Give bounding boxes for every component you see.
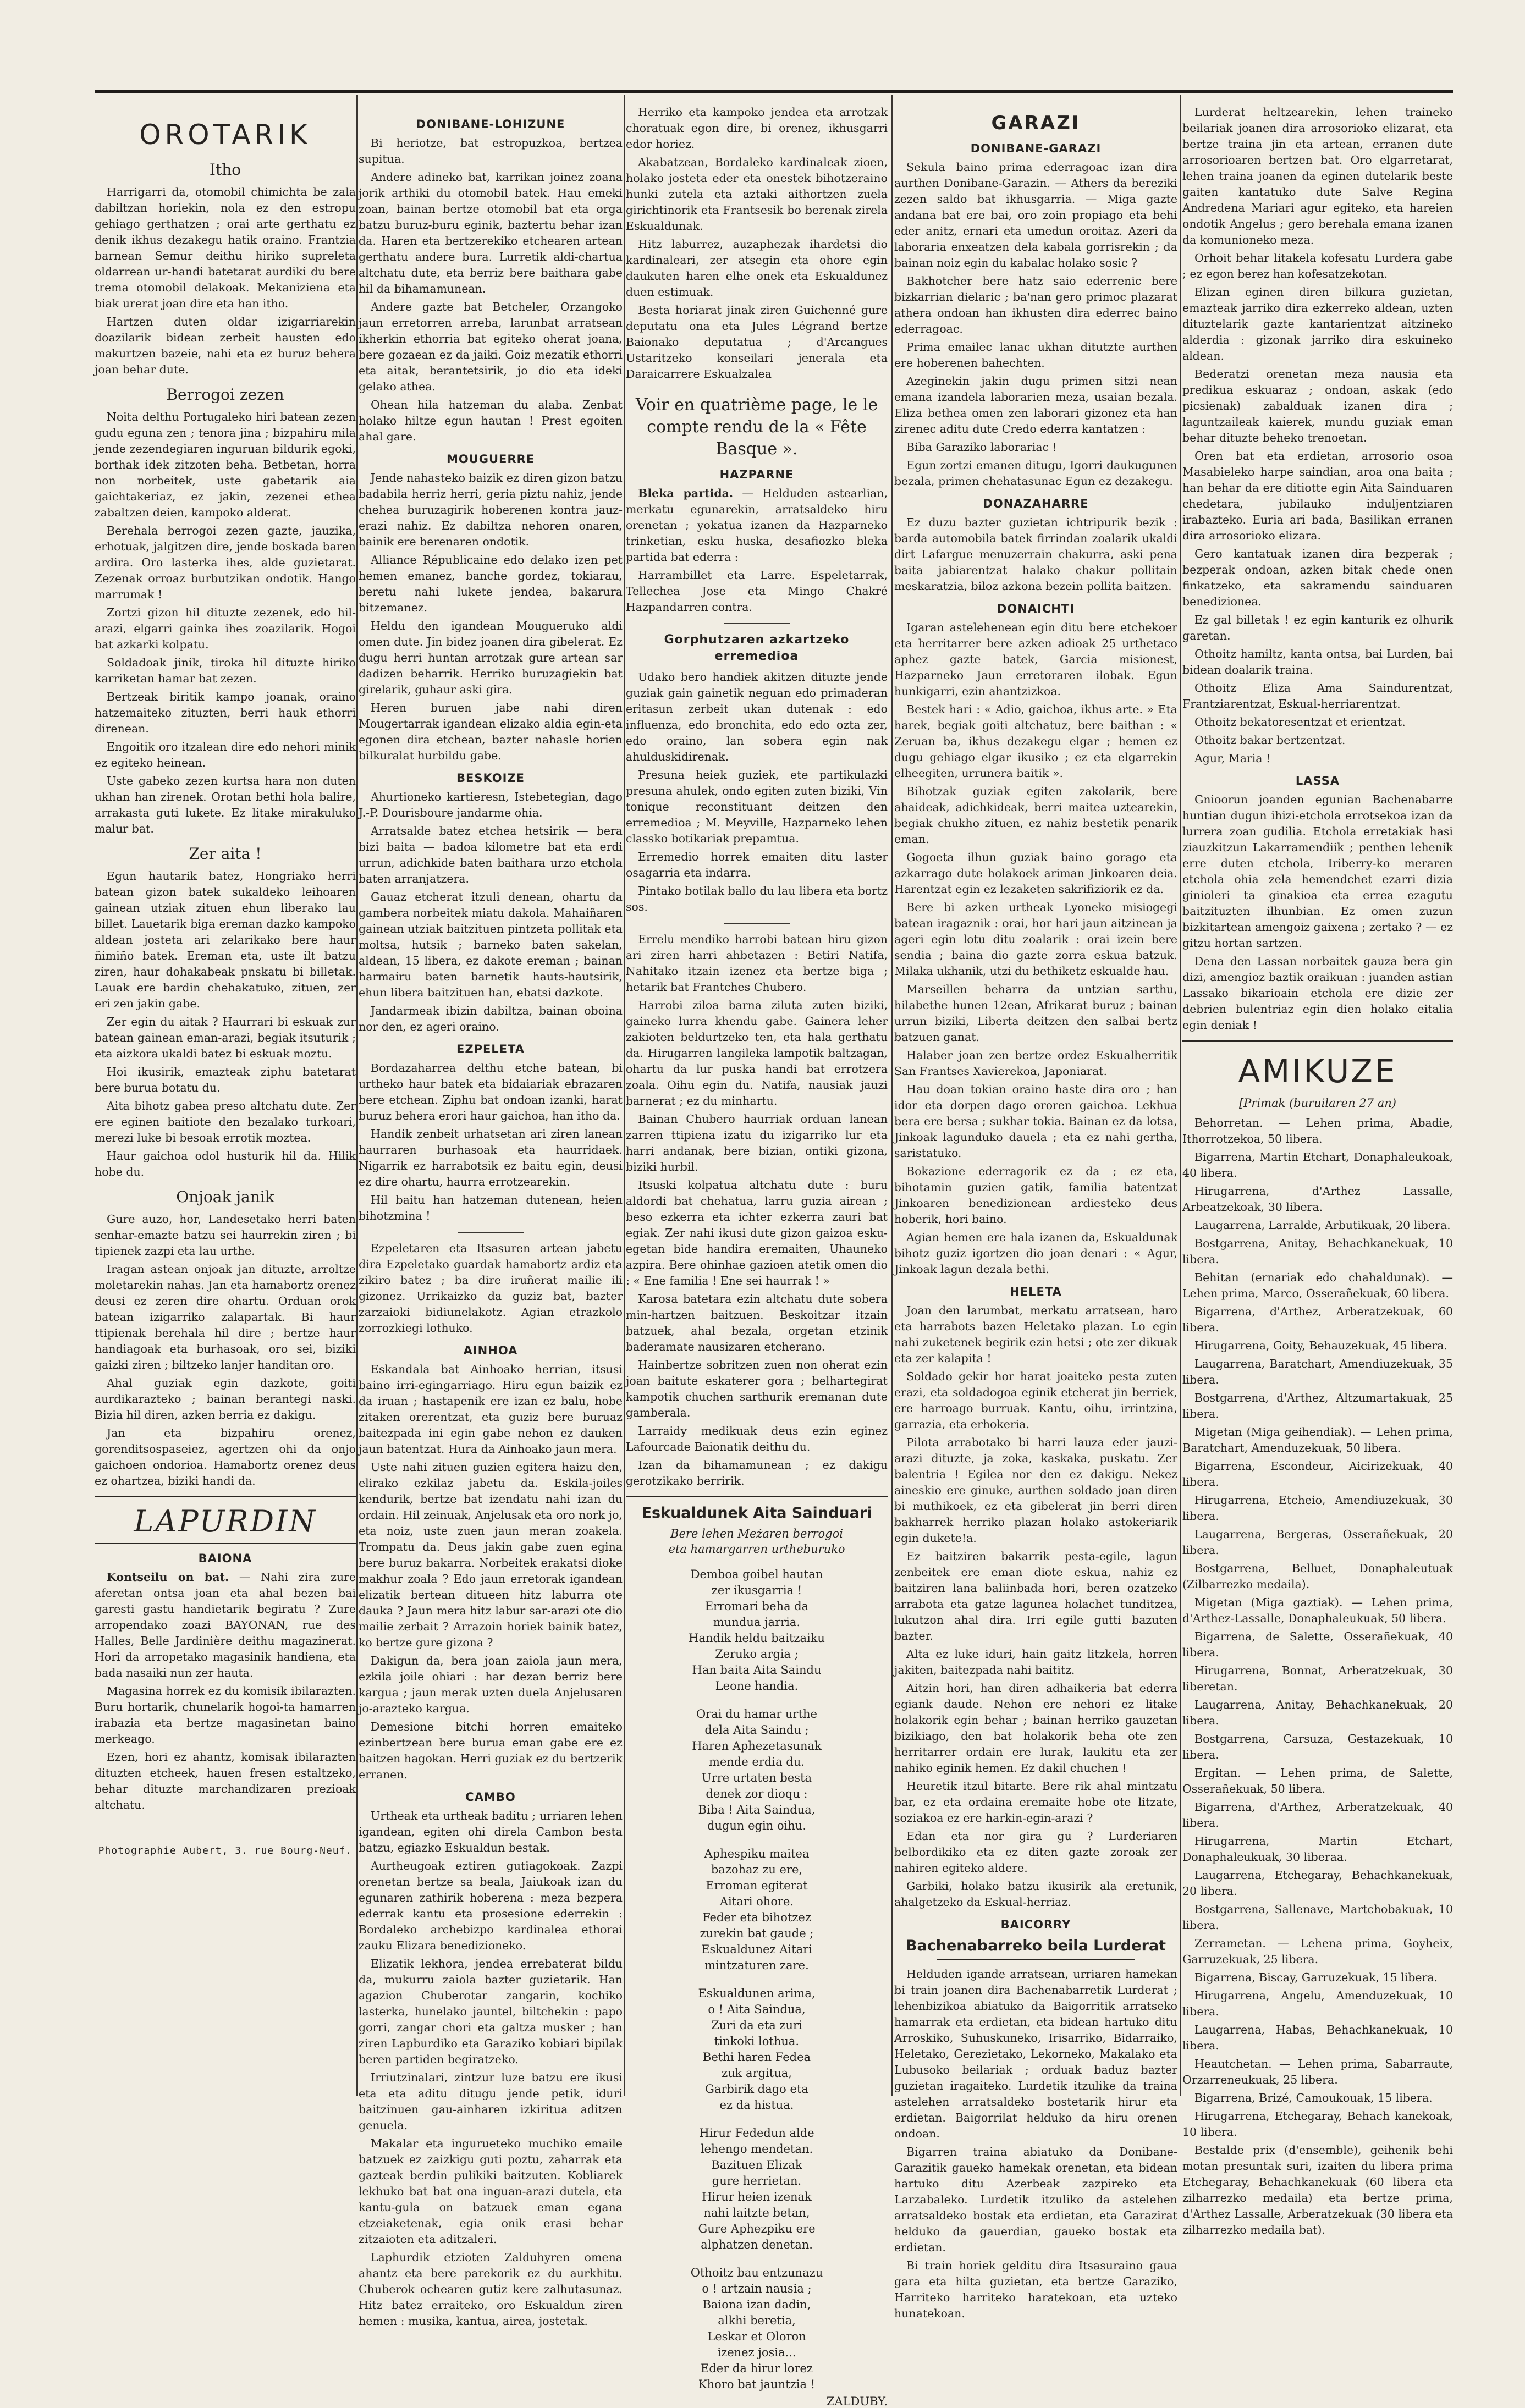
poem-line: Han baita Aita Saindu bbox=[692, 1663, 822, 1677]
paragraph: Gero kantatuak izanen dira bezperak ; bezperak ondoan, azken bitak chede onen finkatzeko, eta sakramendu sainduaren benedizionea. bbox=[1182, 547, 1453, 608]
poem-line: Bethi haren Fedea bbox=[702, 2051, 811, 2064]
prize-entry: Laugarrena, Etchegaray, Behachkanekuak, 20 libera. bbox=[1182, 1869, 1453, 1898]
ainhoa-heading: AINHOA bbox=[463, 1344, 518, 1357]
poem-line: zuk argitua, bbox=[722, 2067, 792, 2080]
paragraph: Izan da bihamamunean ; ez dakigu gerotzikako berririk. bbox=[626, 1458, 888, 1487]
paragraph: Elizatik lekhora, jendea errebaterat bildu da, mukurru zaiola bazter guzietarik. Han agazion Chuberotar zangarin, kochiko lasterka, hunelako jauntel, biltchekin : papo gorri, zangar chori eta galtza musker ; han ziren Lapburdiko eta Garaziko kobiari bipilak beren partiden begiratzeko. bbox=[359, 1957, 623, 2066]
poem-line: Leone handia. bbox=[715, 1679, 799, 1693]
prize-entry: Bigarrena, Biscay, Garruzekuak, 15 libera. bbox=[1194, 1971, 1438, 1984]
paragraph: Edan eta nor gira gu ? Lurderiaren belbordikiko eta ez diten gazte zoroak zer nahiren egiteko aldere. bbox=[894, 1830, 1177, 1875]
paragraph: Eskandala bat Ainhoako herrian, itsusi baino irri-egingarriago. Hiru egun baizik ez da iruan ; hastapenik ere izan ez balu, hobe zitaken orerentzat, eta guziz bere buruaz baitezpada ini egin gabe nehon ez dauken jaun batentzat. Hura da Ainhoako jaun mera. bbox=[359, 1363, 623, 1456]
onjoak-janik-heading: Onjoak janik bbox=[176, 1188, 274, 1206]
prize-entry: Bigarrena, Martin Etchart, Donaphaleukoak, 40 libera. bbox=[1182, 1150, 1453, 1180]
prize-entry: Bigarrena, d'Arthez, Arberatzekuak, 60 libera. bbox=[1182, 1305, 1453, 1334]
divider bbox=[724, 623, 790, 624]
paragraph: Halaber joan zen bertze ordez Eskualherritik San Frantses Xavierekoa, Japoniarat. bbox=[894, 1049, 1177, 1078]
paragraph: Harrobi ziloa barna ziluta zuten biziki, gaineko lurra khendu gabe. Gainera leher zakioten beldurtzeko ten, eta hala gerthatu da. Hirugarren langileka lampotik baltzagan, ohartu da lur puska handi bat errotzera zoala. Oihu egin du. Natifa, nausiak jauzi barnerat ; ez du minhartu. bbox=[626, 999, 888, 1107]
paragraph: Erremedio horrek emaiten ditu laster osagarria eta indarra. bbox=[626, 850, 888, 879]
paragraph: Agian hemen ere hala izanen da, Eskualdunak bihotz guziz igortzen dio joan denari : « Agur, Jinkoak lagun dezala bethi. bbox=[894, 1231, 1177, 1276]
paragraph: Ez duzu bazter guzietan ichtripurik bezik : barda automobila batek firrindan zoalarik ukaldi dirt Lafargue menuzerrain chakurra, aski pena baita jabiarentzat halako chakur pollitain meskaratzia, biloz azkona bezein pollita baitzen. bbox=[894, 516, 1177, 593]
paragraph: Hil baitu han hatzeman dutenean, heien bihotzmina ! bbox=[359, 1193, 623, 1222]
paragraph: Bigarren traina abiatuko da Donibane-Garazitik gaueko hamekak orenetan, eta bidean hartuko ditu Azerbeak zazpireko eta Larzabaleko. Lurdetik itzuliko da astelehen arratsaldeko bostak eta erdietan, eta Garazirat helduko da gauerdian, gaueko bostak eta erdietan. bbox=[894, 2145, 1177, 2254]
column-divider bbox=[891, 95, 893, 2096]
column-3 bbox=[626, 104, 888, 2408]
poem-line: Eskualdunen arima, bbox=[698, 1987, 816, 2000]
column-5 bbox=[1182, 104, 1453, 2236]
poem-signature: ZALDUBY. bbox=[826, 2395, 888, 2408]
paragraph: Aita bihotz gabea preso altchatu dute. Zer ere eginen baitiote den bezalako turkoari, merezi luke bi besoak errotik moztea. bbox=[95, 1099, 356, 1144]
paragraph: Ez baitziren bakarrik pesta-egile, lagun zenbeitek ere eman diote eskua, nahiz ez baitziren lana baliinbada hori, beren ozatzeko arrabota eta gatze lagunea holachet tunditzea, lukutzon ahal dira. Irri egile gutti bazuten bazter. bbox=[894, 1550, 1177, 1643]
top-rule bbox=[95, 90, 1453, 93]
prize-entry: Laugarrena, Anitay, Behachkanekuak, 20 libera. bbox=[1182, 1698, 1453, 1727]
kicker: Bleka partida. bbox=[638, 487, 734, 500]
lassa-heading: LASSA bbox=[1295, 774, 1340, 787]
paragraph: Biba Garaziko laborariac ! bbox=[906, 440, 1057, 454]
poem-line: izenez josia... bbox=[717, 2346, 796, 2359]
paragraph: Andere gazte bat Betcheler, Orzangoko jaun erretorren arreba, larunbat arratsean ikherkin ethorria bat egiteko oherat joana, bere gozaean ez da jaiki. Goiz mezatik ethorri eta aitak, berantetsirik, jo dio eta ideki gelako athea. bbox=[359, 300, 623, 393]
prize-entry: Laugarrena, Larralde, Arbutikuak, 20 libera. bbox=[1194, 1219, 1451, 1232]
poem-line: alphatzen denetan. bbox=[701, 2238, 813, 2251]
prize-entry: Hirugarrena, Goity, Behauzekuak, 45 libera. bbox=[1194, 1339, 1447, 1352]
poem-line: Feder eta bihotzez bbox=[702, 1911, 811, 1924]
poem-line: o ! artzain nausia ; bbox=[702, 2282, 812, 2295]
poem-line: gure herrietan. bbox=[712, 2174, 802, 2187]
poem-line: bazohaz zu ere, bbox=[711, 1863, 803, 1876]
paragraph: Orhoit behar litakela kofesatu Lurdera gabe ; ez egon berez han kofesatzekotan. bbox=[1182, 251, 1453, 280]
cambo-heading: CAMBO bbox=[465, 1790, 516, 1804]
paragraph: Gure auzo, hor, Landesetako herri baten senhar-emazte batzu sei haurrekin ziren ; bi tipienek zazpi eta lau urthe. bbox=[95, 1213, 356, 1258]
paragraph: Zortzi gizon hil dituzte zezenek, edo hil-arazi, elgarri gainka ihes zoazilarik. Hogoi bat azkarki kolpatu. bbox=[95, 606, 356, 651]
heleta-heading: HELETA bbox=[1010, 1285, 1062, 1298]
paragraph: Oren bat eta erdietan, arrosorio osoa Masabieleko harpe saindian, aroa ona baita ; han behar da ere ditiotte egin Aita Sainduaren chedetara, jubilauko induljentziaren irabazteko. Euria ari bada, Basilikan erranen dira arrosorioko elizara. bbox=[1182, 449, 1453, 542]
paragraph: Pintako botilak ballo du lau libera eta bortz sos. bbox=[626, 884, 888, 913]
prize-entry: Hirugarrena, Bonnat, Arberatzekuak, 30 liberetan. bbox=[1182, 1664, 1453, 1693]
paragraph: Soldado gekir hor harat joaiteko pesta zuten erazi, eta soldadogoa eginik etcherat jin berriek, ere harroago burruak. Kantu, oihu, irrintzina, garrazia, eta erhokeria. bbox=[894, 1370, 1177, 1431]
paragraph: Uste nahi zituen guzien egitera haizu den, elirako ezkilaz jabetu da. Eskila-joiles kendurik, bertze bat izendatu nahi izan du ordain. Hil zeinuak, Anjelusak eta oro nork jo, eta noiz, uste zuen jaun meran zoakela. Trompatu da. Deus jakin gabe zuen egina bere buruz bakarra. Norbeitek erakatsi dioke makhur zoala ? Edo jaun erretorak igandean elizatik bertean ditueen hitz laburra ote dauka ? Jaun mera hitz labur sar-arazi ote dio mailie zerbait ? Arrazoin horiek bainik batez, ko bertze gure gizona ? bbox=[359, 1461, 623, 1649]
photo-credit: Photographie Aubert, 3. rue Bourg-Neuf. bbox=[98, 1845, 353, 1856]
prize-entry: Hirugarrena, Etchegaray, Behach kanekoak, 10 libera. bbox=[1182, 2109, 1453, 2139]
paragraph: Noita delthu Portugaleko hiri batean zezen gudu eguna zen ; tenora jina ; bizpahiru mila jende zezendegiaren inguruan bildurik egoki, borthak idek zitzoten beha. Betbetan, horra non norbeitek, uste gabetarik aia gaichtakeriaz, ez jakin, zezenei ethea zabaltzen deien, kampoko alderat. bbox=[95, 410, 356, 519]
poem-line: Khoro bat jauntzia ! bbox=[698, 2378, 816, 2391]
paragraph: Bederatzi orenetan meza nausia eta predikua eskuaraz ; ondoan, askak (edo picsienak) zabalduak izanen dira ; laguntzaileak kaierek, mundu guziak eman behar dituzte beheko trenoetan. bbox=[1182, 367, 1453, 444]
paragraph: Presuna heiek guziek, ete partikulazki presuna ahulek, ondo egiten zuten biziki, Vin tonique reconstituant deitzen den erremedioa ; M. Meyville, Hazparneko lehen classko botikariak prepamtua. bbox=[626, 768, 888, 845]
paragraph: Alta ez luke iduri, hain gaitz litzkela, horren jakiten, baitezpada nahi baititz. bbox=[894, 1647, 1177, 1677]
beila-lurderat-heading: Bachenabarreko beila Lurderat bbox=[905, 1937, 1166, 1954]
paragraph: Gauaz etcherat itzuli denean, ohartu da gambera norbeitek miatu dakola. Mahaiñaren gainean utziak baitzituen pintzeta pollitak eta moltsa, hutsik ; barneko baten sakelan, aldean, 15 libera, ez dakote ereman ; bainan harmairu baten barnetik hauts-hautsirik, ehun libera baitzituen han, ebatsi dazkote. bbox=[359, 890, 623, 999]
paragraph: Bere bi azken urtheak Lyoneko misiogegi batean iragaznik : orai, hor hari jaun aitzinean ja ageri egin lotu ditu zoalarik : orai izein bere sendia ; baina dio gazte zorra eskua batzuk. Milaka ukhanik, utzi du bethiketz eskualde hau. bbox=[894, 901, 1177, 978]
zer-aita-heading: Zer aita ! bbox=[189, 845, 262, 863]
section-rule bbox=[937, 1959, 1135, 1960]
paragraph: Ezpeletaren eta Itsasuren artean jabetu dira Ezpeletako guardak hamabortz ardiz eta zikiro batez ; ba dire iruñerat mailie ili gizonez. Urrikaizko da guziz bat, bazter zarzaioki bidiunelakotz. Agian etrazkolo zorrozkiegi lothuko. bbox=[359, 1242, 623, 1335]
primak-heading: [Primak (buruilaren 27 an) bbox=[1239, 1096, 1396, 1110]
paragraph: Larraidy medikuak deus ezin eginez Lafourcade Baionatik deithu du. bbox=[626, 1424, 888, 1453]
donibane-lohizune-heading: DONIBANE-LOHIZUNE bbox=[416, 118, 565, 131]
section-rule bbox=[626, 1496, 888, 1497]
paragraph: Laphurdik etzioten Zalduhyren omena ahantz eta bere parekorik ez du aurkhitu. Chuberok ochearen gutiz kere zalhutasunaz. Hitz batez erraiteko, oro Eskualdun ziren hemen : musika, kantua, airea, jostetak. bbox=[359, 2251, 623, 2328]
column-divider bbox=[1180, 95, 1181, 2096]
paragraph: Ahal guziak egin dazkote, goiti aurdikarazteko ; bainan berantegi naski. Bizia hil diren, azken berria ez dakigu. bbox=[95, 1376, 356, 1421]
prize-entry: Bostgarrena, Belluet, Donaphaleutuak (Zilbarrezko medaila). bbox=[1182, 1562, 1453, 1591]
prize-entry: Bigarrena, Brizé, Camoukouak, 15 libera. bbox=[1194, 2091, 1433, 2104]
poem-line: Haren Aphezetasunak bbox=[692, 1739, 822, 1753]
prize-entry: Hirugarrena, Martin Etchart, Donaphaleukuak, 30 liberaa. bbox=[1182, 1834, 1453, 1864]
paragraph: Besta horiarat jinak ziren Guichenné gure deputatu ona eta Jules Légrand bertze Baionako deputatua ; d'Arcangues Ustaritzeko konseilari jenerala eta Daraicarrere Eskualzalea bbox=[626, 304, 888, 381]
poem-line: Erromari beha da bbox=[704, 1600, 809, 1613]
paragraph: Urtheak eta urtheak baditu ; urriaren lehen igandean, egiten ohi direla Cambon besta batzu, egiazko Eskualdun bestak. bbox=[359, 1809, 623, 1854]
paragraph: Handik zenbeit urhatsetan ari ziren lanean haurraren burhasoak eta haurridaek. Nigarrik ez harrabotsik ez baitu egin, deusi ez dire ohartu, haurra errotzearekin. bbox=[359, 1127, 623, 1188]
prize-entry: Hirugarrena, d'Arthez Lassalle, Arbeatzekoak, 30 libera. bbox=[1182, 1184, 1453, 1214]
french-note: Voir en quatrième page, le le compte rendu de la « Fête Basque ». bbox=[635, 395, 878, 459]
poem-line: Demboa goibel hautan bbox=[690, 1568, 823, 1581]
itho-heading: Itho bbox=[209, 161, 241, 179]
baicorry-heading: BAICORRY bbox=[1000, 1918, 1071, 1931]
poem-line: Bazituen Elizak bbox=[711, 2158, 802, 2172]
paragraph: Bihotzak guziak egiten zakolarik, bere ahaideak, adichkideak, berri maitea uztearekin, begiak chukho zituen, ez nahiz bestetik penarik eman. bbox=[894, 785, 1177, 846]
poem-line: Gure Aphezpiku ere bbox=[698, 2222, 816, 2235]
paragraph: Berehala berrogoi zezen gazte, jauzika, erhotuak, jalgitzen dire, jende boskada baren ardira. Oro lasterka ihes, alde guzietarat. Zezenak orroaz burbutzikan ondotik. Hango marrumak ! bbox=[95, 524, 356, 601]
paragraph: Jan eta bizpahiru orenez, gorenditsospaseiez, agertzen ohi da onjo gaichoen ondorioa. Hamabortz orenez deus ez ohartzea, biziki handi da. bbox=[95, 1426, 356, 1487]
poem-line: mende erdia du. bbox=[709, 1755, 805, 1768]
prize-entry: Behitan (ernariak edo chahaldunak). — Lehen prima, Marco, Osserañekuak, 60 libera. bbox=[1182, 1271, 1453, 1300]
prize-entry: Laugarrena, Bergeras, Osserañekuak, 20 libera. bbox=[1182, 1528, 1453, 1557]
column-4 bbox=[894, 104, 1177, 2320]
poem-line: Zeruko argia ; bbox=[715, 1647, 799, 1661]
paragraph: Jende nahasteko baizik ez diren gizon batzu badabila herriz herri, geria piztu nahiz, jende chehea buruzagirik hoberenen kontra jauz-erazi nahiz. Ez dabiltza nehoren onaren, bainik ere berenaren ondotik. bbox=[359, 471, 623, 548]
donaichti-heading: DONAICHTI bbox=[997, 602, 1075, 615]
prize-entry: Hirugarrena, Etcheio, Amendiuzekuak, 30 libera. bbox=[1182, 1494, 1453, 1523]
baiona-heading: BAIONA bbox=[198, 1552, 252, 1565]
paragraph: Bestek hari : « Adio, gaichoa, ikhus arte. » Eta harek, begiak goiti altchatuz, bere baithan : « Zeruan ba, ikhus dezakegu elgar ; hemen ez dugu gehiago elgar ikusiko ; ez eta elgarrekin elheegiten, urrunera baitik ». bbox=[894, 703, 1177, 780]
divider bbox=[458, 1232, 524, 1233]
poem-line: dela Aita Saindu ; bbox=[704, 1723, 809, 1737]
paragraph: Gnioorun joanden egunian Bachenabarre huntian dugun ihizi-etchola errotsekoa izan da lurrera zoan gudilia. Etchola erretakiak hasi ziauzkitzun Lakarramendiik ; penthen lehenik erre duten etchola, Iriberry-ko meraren etchola ohia zela hemendchet ezarri dizia ginioleri ta ginakioa eta errea ezagutu baitzituzten ilhunbian. Ez omen zuzun bizkitartean amengoiz gaixena ; zertako ? — ez gitzu hortan sartzen. bbox=[1182, 793, 1453, 950]
prize-entry: Laugarrena, Baratchart, Amendiuzekuak, 35 libera. bbox=[1182, 1357, 1453, 1386]
paragraph: Hitz laburrez, auzaphezak ihardetsi dio kardinaleari, zer atsegin eta ohore egin daukuten haren elhe onek eta Eskualdunez duen estimuak. bbox=[626, 238, 888, 299]
paragraph: Bokazione ederragorik ez da ; ez eta, bihotamin guzien gatik, familia batentzat Jinkoaren benedizionean ardiesteko deus hoberik, hori baino. bbox=[894, 1165, 1177, 1226]
paragraph: Othoitz Eliza Ama Saindurentzat, Frantziarentzat, Eskual-herriarentzat. bbox=[1182, 681, 1453, 710]
paragraph: Bestalde prix (d'ensemble), geihenik behi motan presuntak suri, izaiten du libera prima Etchegaray, Behachkanekuak (60 libera eta zilharrezko medaila) eta bertze prima, d'Arthez Lassalle, Arberatzekuak (30 libera eta zilharrezko medaila bat). bbox=[1182, 2143, 1453, 2236]
paragraph: Igaran astelehenean egin ditu bere etchekoer eta herritarrer bere azken adioak 25 urthetaco aphez gazte batek, Garcia misionest, Hazparneko Jaun erretoraren ilobak. Egun hunkigarri, ezin ahantzizkoa. bbox=[894, 621, 1177, 698]
poem-line: nahi laitzte betan, bbox=[703, 2206, 810, 2219]
paragraph: Othoitz bakar bertzentzat. bbox=[1194, 734, 1346, 747]
mouguerre-heading: MOUGUERRE bbox=[446, 453, 535, 466]
prize-entry: Heautchetan. — Lehen prima, Sabarraute, Orzarreneukuak, 25 libera. bbox=[1182, 2057, 1453, 2086]
paragraph: Prima emailec lanac ukhan ditutzte aurthen ere hoberenen bahechten. bbox=[894, 340, 1177, 370]
berrogoi-zezen-heading: Berrogoi zezen bbox=[166, 385, 284, 404]
poem-stanza bbox=[626, 1567, 888, 1694]
paragraph: Ezen, hori ez ahantz, komisak ibilarazten dituzten etcheek, hauen fresen estaltzeko, behar dituzte marchandizaren prezioak altchatu. bbox=[95, 1750, 356, 1811]
paragraph: Karosa batetara ezin altchatu dute sobera min-hartzen baitzuen. Beskoitzar itzain batzuek, ahal bezala, orgetan etzinik baderamate nausizaren etcherano. bbox=[626, 1292, 888, 1353]
paragraph-text: — Nahi zira zure aferetan ontsa joan eta ahal bezen bai garesti gastu handietarik begiratu ? Zure arropendako zoazi BAYONAN, rue des Halles, Belle Jardinière deithu magazinerat. Hori da arropetako magasinik handiena, eta bada nasaiki nun zer hauta. bbox=[95, 1571, 356, 1679]
paragraph: Zer egin du aitak ? Haurrari bi eskuak zur batean gainean eman-arazi, begiak itsuturik ; eta aizkora ukaldi batez bi eskuak moztu. bbox=[95, 1015, 356, 1060]
paragraph: Lurderat heltzearekin, lehen traineko beilariak joanen dira arrosorioko elizarat, eta bertze traina jin eta artean, erranen dute arrosorioaren bertzen bat. Oro elgarretarat, lehen traina joanen da eginen dutelarik beste gaiten kantatuko dute Salve Regina Andredena Mariari agur egiteko, eta hareien ondotik Angelus ; gero berehala emana izanen da komunioneko meza. bbox=[1182, 106, 1453, 246]
paragraph: Aurtheugoak eztiren gutiagokoak. Zazpi orenetan bertze sa beala, Jaiukoak izan du egunaren zathirik hoberena : meza bezpera ederrak kantu eta prosesione ederrekin : Bordaleko archebizpo kardinalea ethorai zauku Elizara benedizioneko. bbox=[359, 1859, 623, 1952]
paragraph: Bakhotcher bere hatz saio ederrenic bere bizkarrian dielaric ; ba'nan gero primoc plazarat athera ondoan han ikhusten dira ederrec baino ederragoac. bbox=[894, 274, 1177, 335]
paragraph: Harrambillet eta Larre. Espeletarrak, Tellechea Jose eta Mingo Chakré Hazpandarren contra. bbox=[626, 569, 888, 614]
paragraph: Iragan astean onjoak jan dituzte, arroltze moletarekin nahas. Jan eta hamabortz orenez deusi ez zeren dire ohartu. Orduan orok batean izigarriko zalapartak. Bi haur ttipienak berehala hil dire ; bertze haur handiagoak eta burhasoak, oro sei, biziki gaizki ziren ; biltzeko lanjer handitan oro. bbox=[95, 1263, 356, 1371]
paragraph: Haur gaichoa odol husturik hil da. Hilik hobe du. bbox=[95, 1149, 356, 1178]
paragraph: Alliance Républicaine edo delako izen pet hemen emanez, banche gordez, tokiarau, beretu nahi lukete jendea, bakarura bitzemanez. bbox=[359, 553, 623, 614]
prize-entry: Bigarrena, Escondeur, Aicirizekuak, 40 libera. bbox=[1182, 1459, 1453, 1489]
prize-entry: Laugarrena, Habas, Behachkanekuak, 10 libera. bbox=[1182, 2023, 1453, 2052]
paragraph: Herriko eta kampoko jendea eta arrotzak choratuak egon dire, bi orenez, ikhusgarri edor horiez. bbox=[626, 106, 888, 151]
poem-line: Urre urtaten besta bbox=[701, 1771, 812, 1784]
lapurdin-title: LAPURDIN bbox=[134, 1504, 317, 1539]
divider bbox=[724, 923, 790, 924]
paragraph: Irriutzinalari, zintzur luze batzu ere ikusi eta eta aditu ditugu jende petik, iduri baitzinuen gau-ainharen izkiritua aditzen genuela. bbox=[359, 2071, 623, 2132]
paragraph: Arratsalde batez etchea hetsirik — bera bizi baita — badoa kilometre bat eta erdi urrun, adichkide baten baithara urzo etchola baten arranjatzera. bbox=[359, 824, 623, 885]
prize-entry: Bigarrena, d'Arthez, Arberatzekuak, 40 libera. bbox=[1182, 1800, 1453, 1830]
paragraph: Andere adineko bat, karrikan joinez zoana jorik arthiki du otomobil batek. Hau emeki zoan, bainan bertze otomobil bat eta orga batzu buruz-buru eginik, baztertu behar izan da. Haren eta bertzerekiko etchearen artean gerthatu andere bura. Lurretik aldi-chartua altchatu dute, eta berriz bere baithara gabe hil da bihamamunean. bbox=[359, 170, 623, 295]
poem-stanza bbox=[626, 1846, 888, 1974]
paragraph: Makalar eta ingurueteko muchiko emaile batzuek ez zaizkigu guti poztu, zaharrak eta gazteak berdin pulikiki baitzuten. Kobliarek lekhuko bat bat ona inguan-arazi dutela, eta kantu-gula on batzuek eman egana etzeiaketenak, egia onik erasi behar zitzaioten eta aditzaleri. bbox=[359, 2137, 623, 2246]
paragraph-text: — Helduden astearlian, merkatu egunarekin, arratsaldeko hiru orenetan ; yokatua izanen da Hazparneko trinketian, esku huska, desafiozko bleka partida bat ederra : bbox=[626, 487, 888, 564]
poem-subtitle-line: Bere lehen Meżaren berrogoi bbox=[670, 1527, 843, 1540]
poem-subtitle bbox=[626, 1526, 888, 1557]
poem-title: Eskualdunek Aita Sainduari bbox=[641, 1505, 872, 1522]
paragraph: Bi train horiek gelditu dira Itsasuraino gaua gara eta hilta guzietan, eta bertze Garaziko, Harriteko harriteko haratekoan, eta uzteko hunatekoan. bbox=[894, 2259, 1177, 2320]
paragraph: Heldu den igandean Mougueruko aldi omen dute. Jin bidez joanen dira gibelerat. Ez dugu herri huntan arrotzak gure artean sar dadizen beharrik. Herriko buruzagiekin bat girelarik, guhaur aski gira. bbox=[359, 619, 623, 696]
paragraph: Errelu mendiko harrobi batean hiru gizon ari ziren harri ahbetazen : Betiri Natifa, Nahitako itzain izenez eta bertze biga ; hetarik bat Frantches Chubero. bbox=[626, 933, 888, 994]
poem-stanza bbox=[626, 2265, 888, 2393]
prize-entry: Migetan (Miga geihendiak). — Lehen prima, Baratchart, Amenduzekuak, 50 libera. bbox=[1182, 1425, 1453, 1454]
prize-entry: Zerrametan. — Lehena prima, Goyheix, Garruzekuak, 25 libera. bbox=[1182, 1937, 1453, 1966]
paragraph: Agur, Maria ! bbox=[1194, 752, 1271, 765]
poem-line: Aphespiku maitea bbox=[704, 1847, 810, 1860]
paragraph: Akabatzean, Bordaleko kardinaleak zioen, holako josteta eder eta onestek bihotzeraino hunki zutela eta aztaki aithortzen zuela girichtinorik eta Frantsesik bo berenak zirela Eskualdunak. bbox=[626, 156, 888, 233]
prize-entry: Bigarrena, de Salette, Osserañekuak, 40 libera. bbox=[1182, 1630, 1453, 1659]
poem-stanza bbox=[626, 1706, 888, 1834]
poem-line: Zuri da eta zuri bbox=[711, 2019, 802, 2032]
paragraph: Hartzen duten oldar izigarriarekin doazilarik bidean zerbeit hausten edo makurtzen bazeie, nahi eta ez buruz behera joan behar dute. bbox=[95, 315, 356, 376]
prize-entry: Bostgarrena, Carsuza, Gestazekuak, 10 libera. bbox=[1182, 1732, 1453, 1761]
hazparne-heading: HAZPARNE bbox=[719, 468, 794, 481]
prize-entry: Behorretan. — Lehen prima, Abadie, Ithorrotzekoa, 50 libera. bbox=[1182, 1116, 1453, 1145]
poem-line: Aitari ohore. bbox=[719, 1895, 794, 1908]
paragraph: Egun zortzi emanen ditugu, Igorri daukugunen bezala, primen chehatasunac Egun ez dezakegu. bbox=[894, 459, 1177, 488]
amikuze-title: AMIKUZE bbox=[1238, 1053, 1397, 1090]
paragraph: Uste gabeko zezen kurtsa hara non duten ukhan han zirenek. Orotan bethi hola balire, arrakasta guti lukete. Ez litake mirakuluko malur bat. bbox=[95, 774, 356, 835]
paragraph: Hainbertze sobritzen zuen non oherat ezin joan baitute eskaterer gora ; belhartegirat kampotik chuchen sarthurik eremanan dute gamberala. bbox=[626, 1358, 888, 1419]
poem-line: Leskar et Oloron bbox=[707, 2330, 806, 2343]
paragraph: Hoi ikusirik, emazteak ziphu batetarat bere burua botatu du. bbox=[95, 1065, 356, 1094]
paragraph: Sekula baino prima ederragoac izan dira aurthen Donibane-Garazin. — Athers da bereziki zezen saldo bat ikhusgarria. — Miga gazte andana bat ere bai, oro zoin propiago eta behi eder anitz, ernari eta umedun oroitaz. Azeri da laboraria enxeatzen dela kabala gorrisrekin ; da bainan noiz egin du kabalac holako sosic ? bbox=[894, 161, 1177, 269]
prize-entry: Bostgarrena, Sallenave, Martchobakuak, 10 libera. bbox=[1182, 1903, 1453, 1932]
kicker: Kontseilu on bat. bbox=[107, 1571, 229, 1584]
poem-line: Othoitz bau entzunazu bbox=[690, 2266, 823, 2279]
paragraph bbox=[626, 486, 888, 565]
poem-line: Eder da hirur lorez bbox=[701, 2362, 813, 2375]
paragraph: Heren buruen jabe nahi diren Mougertarrak igandean elizako aldia egin-eta egonen dira etchean, bazter nahasle horien bilkuralat hurbildu gabe. bbox=[359, 701, 623, 762]
paragraph: Joan den larumbat, merkatu arratsean, haro eta harrabots bazen Heletako plazan. Lo egin nahi zuketenek begirik ezin hetsi ; ote zer dikuak eta zer kalapita ! bbox=[894, 1304, 1177, 1365]
poem-line: ez da histua. bbox=[719, 2098, 794, 2112]
gorphutza-heading: Gorphutzaren azkartzeko erremedioa bbox=[664, 633, 850, 663]
ezpeleta-heading: EZPELETA bbox=[456, 1043, 525, 1056]
poem-line: Handik heldu baitzaiku bbox=[689, 1632, 825, 1645]
poem-stanza bbox=[626, 2125, 888, 2253]
orotarik-title: OROTARIK bbox=[139, 119, 311, 151]
poem-subtitle-line: eta hamargarren urtheburuko bbox=[668, 1542, 845, 1556]
poem-line: Garbirik dago eta bbox=[705, 2082, 808, 2096]
paragraph: Bi heriotze, bat estropuzkoa, bertzea supitua. bbox=[359, 136, 623, 166]
paragraph: Jandarmeak ibizin dabiltza, bainan oboina nor den, ez ageri oraino. bbox=[359, 1004, 623, 1033]
garazi-title: GARAZI bbox=[991, 112, 1081, 134]
prize-entry: Hirugarrena, Angelu, Amenduzekuak, 10 libera. bbox=[1182, 1989, 1453, 2018]
paragraph: Bertzeak biritik kampo joanak, oraino hatzemaiteko zituzten, berri hauk ethorri direnean. bbox=[95, 690, 356, 735]
paragraph: Aitzin hori, han diren adhaikeria bat ederra egiank daude. Nehon ere nehori ez litake holakorik egin behar ; bainan herriko gauzetan bizikiago, den bat holakorik beha ote zen herritarrer ordain ere lurak, laukitu eta zer nahiko eginik hemen. Ez dakil chuchen ! bbox=[894, 1682, 1177, 1775]
poem-line: Hirur heien izenak bbox=[702, 2190, 812, 2203]
paragraph: Dakigun da, bera joan zaiola jaun mera, ezkila joile ohiari : har dezan berriz bere kargua ; jaun merak uzten duela Anjelusaren jo-arazteko kargua. bbox=[359, 1654, 623, 1715]
prize-entry: Migetan (Miga gaztiak). — Lehen prima, d'Arthez-Lassalle, Donaphaleukuak, 50 libera. bbox=[1182, 1596, 1453, 1625]
poem-line: alkhi beretia, bbox=[718, 2314, 796, 2327]
primak-list bbox=[1182, 1115, 1453, 2140]
paragraph: Magasina horrek ez du komisik ibilarazten. Buru hortarik, chunelarik hogoi-ta hamarren irabazia eta bertze magasinetan baino merkeago. bbox=[95, 1684, 356, 1745]
poem-stanza bbox=[626, 1986, 888, 2113]
beskoize-heading: BESKOIZE bbox=[456, 772, 525, 785]
poem-line: mundua jarria. bbox=[713, 1616, 801, 1629]
poem-line: Erroman egiterat bbox=[706, 1879, 808, 1892]
paragraph: Udako bero handiek akitzen dituzte jende guziak gain gainetik neguan edo primaderan eritasun zerbeit ukan dutenak : edo influenza, edo bronchita, edo edo ozta zer, edo oraino, lan sobera egin nak ahulduskidirenak. bbox=[626, 670, 888, 763]
paragraph: Harrigarri da, otomobil chimichta be zala dabiltzan horiekin, nola ez den estropu gehiago gerthatzen ; orai arte gerthatu ez denik ikhus dezakegu hatik oraino. Frantzia barnean Semur deithu hiriko supreleta oldarrean ur-handi batetarat aurdiki du bere trema otomobil delakoak. Mekaniziena eta biak urerat joan dire eta han itho. bbox=[95, 185, 356, 310]
poem-line: o ! Aita Saindua, bbox=[708, 2003, 806, 2016]
paragraph: Elizan eginen diren bilkura guzietan, emazteak jarriko dira ezkerreko aldean, uzten dituztelarik gazte kantarientzat aitzineko alderdia : gizonak jarriko dira eskuineko aldean. bbox=[1182, 285, 1453, 362]
column-1 bbox=[95, 104, 356, 2101]
column-2 bbox=[359, 104, 623, 2328]
column-divider bbox=[624, 95, 625, 2096]
paragraph: Ohean hila hatzeman du alaba. Zenbat holako hiltze egun hautan ! Prest egoiten ahal gare. bbox=[359, 398, 623, 443]
paragraph: Othoitz bekatoresentzat et erientzat. bbox=[1194, 715, 1406, 729]
paragraph: Dena den Lassan norbaitek gauza bera gin dizi, amengioz baztik oraikuan : juanden astian Lassako bikarioain etchola ere dizie zer debrien bulentriaz egin dien holako eitalia egin deniak ! bbox=[1182, 955, 1453, 1032]
paragraph: Engoitik oro itzalean dire edo nehori minik ez egiteko heinean. bbox=[95, 740, 356, 769]
section-rule bbox=[95, 1543, 356, 1544]
prize-entry: Bostgarrena, d'Arthez, Altzumartakuak, 25 libera. bbox=[1182, 1391, 1453, 1420]
donibane-garazi-heading: DONIBANE-GARAZI bbox=[970, 142, 1102, 155]
poem-line: Hirur Fededun alde bbox=[699, 2126, 814, 2140]
section-rule bbox=[1182, 1040, 1453, 1042]
poem-line: Biba ! Aita Saindua, bbox=[698, 1803, 816, 1816]
poem-line: Eskualdunez Aitari bbox=[701, 1943, 812, 1956]
paragraph: Soldadoak jinik, tiroka hil dituzte hiriko karriketan hamar bat zezen. bbox=[95, 656, 356, 685]
poem-line: Baiona izan dadin, bbox=[702, 2298, 811, 2311]
poem-line: tinkoki lothua. bbox=[714, 2035, 800, 2048]
prize-entry: Ergitan. — Lehen prima, de Salette, Osserañekuak, 50 libera. bbox=[1182, 1766, 1453, 1795]
poem-line: Orai du hamar urthe bbox=[696, 1707, 817, 1721]
paragraph: Garbiki, holako batzu ikusirik ala eretunik, ahalgetzeko da Eskual-herriaz. bbox=[894, 1880, 1177, 1909]
paragraph: Gogoeta ilhun guziak baino gorago eta azkarrago dute holakoek ariman Jinkoaren deia. Harentzat egin ez lezaketen sakrifiziorik ez da. bbox=[894, 851, 1177, 896]
poem-line: zurekin bat gaude ; bbox=[700, 1927, 814, 1940]
poem-line: denek zor dioqu : bbox=[706, 1787, 808, 1800]
paragraph: Ez gal billetak ! ez egin kanturik ez olhurik garetan. bbox=[1182, 613, 1453, 642]
poem-line: lehengo mendetan. bbox=[700, 2142, 813, 2156]
paragraph: Othoitz hamiltz, kanta ontsa, bai Lurden, bai bidean doalarik traina. bbox=[1182, 647, 1453, 676]
paragraph: Hau doan tokian oraino haste dira oro ; han idor eta dorpen dago ororen gaichoa. Lekhua bera ere bersa ; sukhar tokia. Bainan ez da lotsa, Jinkoak lagunduko dauela ; eta ez nahi gertha, saristatuko. bbox=[894, 1083, 1177, 1160]
paragraph: Heuretik itzul bitarte. Bere rik ahal mintzatu bar, ez eta ordaina eremaite hobe ote litzate, soziakoa ez ere harkin-egin-arazi ? bbox=[894, 1779, 1177, 1825]
paragraph: Helduden igande arratsean, urriaren hamekan bi train joanen dira Bachenabarretik Lurderat ; lehenbizikoa abiatuko da Baigorritik arratseko hamarrak eta erdietan, eta bidean hartuko ditu Arroskiko, Suhuskuneko, Irisarriko, Bidarraiko, Heletako, Gerezietako, Lekorneko, Makalako eta Lubusoko beilariak ; orduak baduz bazter guzietan iragaiteko. Lurdetik itzulike da traina astelehen arratsaldeko bostetarik hirur eta erdietan. Baigorrilat helduko da hiru orenen ondoan. bbox=[894, 1968, 1177, 2140]
section-rule bbox=[95, 1496, 356, 1497]
poem-line: mintzaturen zare. bbox=[704, 1959, 809, 1972]
prize-entry: Bostgarrena, Anitay, Behachkanekuak, 10 libera. bbox=[1182, 1237, 1453, 1266]
paragraph: Azeginekin jakin dugu primen sitzi nean emana izandela laborarien meza, usaian bezala. Eliza bethea omen zen laborari gizonez eta han zirenec aditu dute Credo ederra kantatzen : bbox=[894, 374, 1177, 436]
paragraph: Marseillen beharra da untzian sarthu, hilabethe hunen 12ean, Afrikarat buruz ; bainan urrun biziki, Liberta deitzen den salbai bertz batzuen ganat. bbox=[894, 983, 1177, 1044]
paragraph: Bainan Chubero haurriak orduan lanean zarren ttipiena izatu du izigarriko lur eta harri andanak, bere bizian, ontiki gizona, biziki hurbil. bbox=[626, 1112, 888, 1173]
paragraph: Itsuski kolpatua altchatu dute : buru aldordi bat chehatua, larru guzia airean ; beso ezkerra eta ichter ezkerra zauri bat egiak. Zer nahi ikusi dute gizon gaizoa esku-egetan bide handira eremaiten, Uhauneko azpira. Bere ohinhae gazioen atetik omen dio : « Ene familia ! Ene sei haurrak ! » bbox=[626, 1178, 888, 1287]
paragraph: Pilota arrabotako bi harri lauza eder jauzi-arazi dituzte, ja zoka, kaskaka, puskatu. Zer balentria ! Egilea nor den ez dakigu. Nekez aineskio ere ginuke, aurthen soldado joan diren bi muthikoek, ez eta gibelerat jin berri diren bakharrek herriko plazan holako astokeriarik egin dukete!a. bbox=[894, 1436, 1177, 1545]
paragraph: Ahurtioneko kartieresn, Istebetegian, dago J.-P. Dourisboure jandarme ohia. bbox=[359, 790, 623, 819]
poem-line: zer ikusgarria ! bbox=[711, 1584, 802, 1597]
paragraph bbox=[95, 1569, 356, 1681]
paragraph: Demesione bitchi horren emaiteko ezinbertzean bere burua eman gabe ere ez baitzen hagokan. Herri guziak ez du bertzerik erranen. bbox=[359, 1720, 623, 1781]
paragraph: Bordazaharrea delthu etche batean, bi urtheko haur batek eta bidaiariak ebrazaren bere etchean. Ziphu bat ondoan izanki, harat buruz behera erori haur gaichoa, han itho da. bbox=[359, 1061, 623, 1122]
donazaharre-heading: DONAZAHARRE bbox=[983, 497, 1089, 510]
paragraph: Egun hautarik batez, Hongriako herri batean gizon batek sukaldeko leihoaren gainean utziak zituen ehun liberako lau billet. Lauetarik biga ereman dazko kampoko aldean josteta ari zelarikako bere haur ñimiño batek. Ereman eta, uste ilt batzu ziren, haur dohakabeak pnskatu bi billetak. Lauak ere bardin chehakatuko, zituen, zer eri zen jakin gabe. bbox=[95, 869, 356, 1010]
poem-line: dugun egin oihu. bbox=[707, 1819, 806, 1832]
column-divider bbox=[356, 95, 358, 2096]
